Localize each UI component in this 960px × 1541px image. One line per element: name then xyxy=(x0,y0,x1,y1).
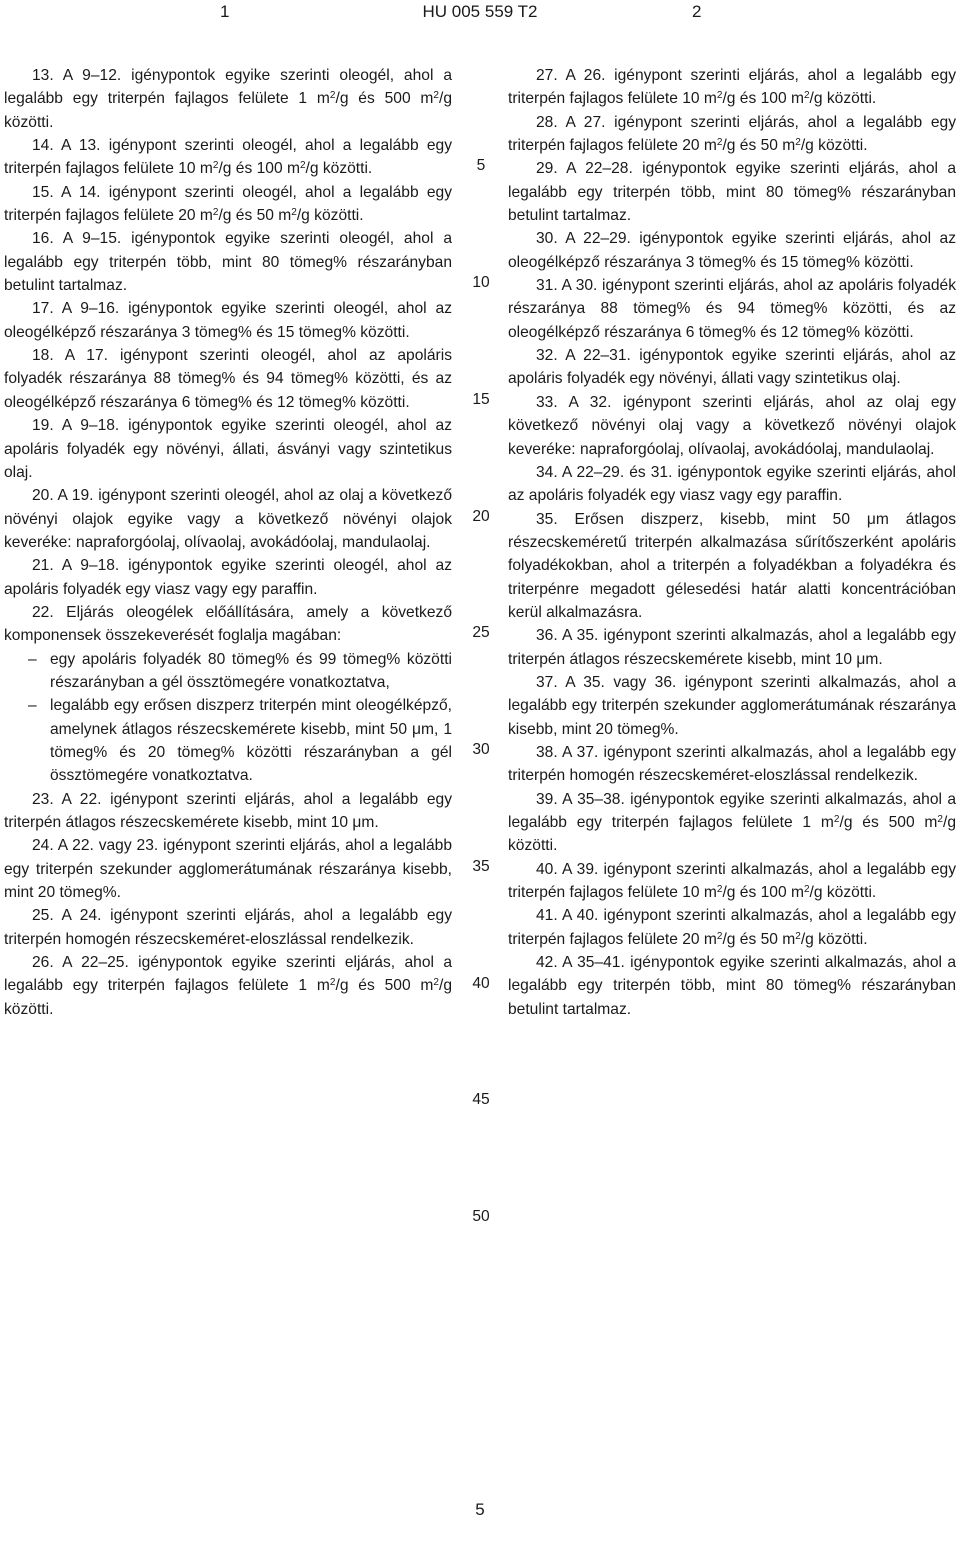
line-number: 20 xyxy=(472,507,490,525)
claim-text: 13. A 9–12. igénypontok egyike szerinti oleogél, ahol a legalább egy triterpén fajlagos felülete 1 m xyxy=(4,67,452,108)
claim-text: 35. Erősen diszperz, kisebb, mint 50 μm átlagos részecskeméretű triterpén alkalmazása sűrítőszerként apoláris folyadékokban, ahol a triterpén a folyadékban a folyadékra és triterpénre megadott gélesedési határ alatti koncentrációban kerül alkalmazásra. xyxy=(508,510,956,621)
claim-paragraph xyxy=(4,904,452,951)
claim-text: legalább egy erősen diszperz triterpén mint oleogélképző, amelynek átlagos részecskemérete kisebb, mint 50 μm, 1 tömeg% és 20 tömeg% közötti részarányban a gél össztömegére vonatkoztatva. xyxy=(50,697,452,785)
claim-paragraph xyxy=(508,788,956,858)
superscript: 2 xyxy=(212,160,219,172)
claim-text: /g közötti. xyxy=(4,977,452,1018)
claim-paragraph xyxy=(508,391,956,461)
claim-text: 25. A 24. igénypont szerinti eljárás, ahol a legalább egy triterpén homogén részecskeméret-eloszlással rendelkezik. xyxy=(4,907,452,948)
claim-text: /g és 500 m xyxy=(335,977,434,995)
claim-text: /g közötti. xyxy=(508,814,956,855)
claim-paragraph xyxy=(508,951,956,1021)
page-number: 5 xyxy=(475,1500,485,1519)
claim-text: /g és 100 m xyxy=(722,90,804,108)
claim-text: /g és 100 m xyxy=(218,160,300,178)
claim-text: 32. A 22–31. igénypontok egyike szerinti eljárás, ahol az apoláris folyadék egy növényi, állati vagy szintetikus olaj. xyxy=(508,347,956,388)
claim-paragraph xyxy=(4,181,452,228)
claim-text: /g és 100 m xyxy=(722,884,804,902)
claim-text: 22. Eljárás oleogélek előállítására, amely a következő komponensek összekeverését foglalja magában: xyxy=(4,603,452,645)
claim-text: 23. A 22. igénypont szerinti eljárás, ahol a legalább egy triterpén átlagos részecskemérete kisebb, mint 10 μm. xyxy=(4,790,452,831)
line-number: 25 xyxy=(472,624,490,642)
claim-text: /g és 50 m xyxy=(722,137,796,155)
claim-text: 37. A 35. vagy 36. igénypont szerinti alkalmazás, ahol a legalább egy triterpén szekunder agglomerátumának részaránya kisebb, mint 20 tömeg%. xyxy=(508,673,956,738)
claim-paragraph xyxy=(508,624,956,671)
claim-text: 27. A 26. igénypont szerinti eljárás, ahol a legalább egy triterpén fajlagos felülete 10 m xyxy=(508,67,956,108)
claim-text: /g és 50 m xyxy=(218,207,292,225)
left-column xyxy=(4,64,452,1021)
claim-list-item xyxy=(4,648,452,695)
superscript: 2 xyxy=(795,930,801,942)
claim-paragraph xyxy=(508,111,956,158)
superscript: 2 xyxy=(299,160,306,172)
claim-text: 40. A 39. igénypont szerinti alkalmazás, ahol a legalább egy triterpén fajlagos felülete 10 m xyxy=(508,860,956,902)
claim-paragraph xyxy=(4,297,452,344)
claim-text: 18. A 17. igénypont szerinti oleogél, ahol az apoláris folyadék részaránya 88 tömeg% és 94 tömeg% közötti, és az oleogélképző részaránya 6 tömeg% és 12 tömeg% közötti. xyxy=(4,347,452,411)
claim-paragraph xyxy=(508,461,956,508)
claim-text: 26. A 22–25. igénypontok egyike szerinti eljárás, ahol a legalább egy triterpén fajlagos felülete 1 m xyxy=(4,954,452,995)
line-number: 30 xyxy=(472,741,490,759)
claim-text: /g közötti. xyxy=(809,884,877,902)
claim-paragraph xyxy=(4,554,452,601)
claim-paragraph xyxy=(4,414,452,484)
claim-paragraph xyxy=(4,64,452,134)
claim-text: 19. A 9–18. igénypontok egyike szerinti oleogél, ahol az apoláris folyadék egy növényi, állati, ásványi vagy szintetikus olaj. xyxy=(4,417,452,481)
claim-text: 20. A 19. igénypont szerinti oleogél, ahol az olaj a következő növényi olajok egyike vagy a következő növényi olajok keveréke: napraforgóolaj, olívaolaj, avokádóolaj, mandulaolaj. xyxy=(4,487,452,551)
claim-text: 39. A 35–38. igénypontok egyike szerinti alkalmazás, ahol a legalább egy triterpén fajlagos felülete 1 m xyxy=(508,790,956,831)
claim-paragraph xyxy=(508,508,956,625)
claim-text: 14. A 13. igénypont szerinti oleogél, ahol a legalább egy triterpén fajlagos felülete 10 m xyxy=(4,137,452,178)
line-number: 10 xyxy=(472,274,490,292)
superscript: 2 xyxy=(716,90,723,102)
claim-text: /g és 500 m xyxy=(335,90,434,108)
claim-paragraph xyxy=(508,344,956,391)
left-page-number: 1 xyxy=(220,2,230,21)
claim-text: 29. A 22–28. igénypontok egyike szerinti eljárás, ahol a legalább egy triterpén több, mint 80 tömeg% részarányban betulint tartalmaz. xyxy=(508,160,956,225)
claim-text: /g közötti. xyxy=(305,160,373,178)
superscript: 2 xyxy=(937,814,943,825)
line-number: 5 xyxy=(476,157,486,175)
superscript: 2 xyxy=(716,137,723,149)
claim-text: 33. A 32. igénypont szerinti eljárás, ahol az olaj egy következő növényi olaj vagy a következő növényi olajok keveréke: napraforgóolaj, olívaolaj, avokádóolaj, mandulaolaj. xyxy=(508,393,956,458)
superscript: 2 xyxy=(833,814,840,825)
claim-paragraph xyxy=(4,134,452,181)
superscript: 2 xyxy=(803,884,810,896)
line-number: 40 xyxy=(472,974,490,992)
superscript: 2 xyxy=(716,930,723,942)
claim-text: 17. A 9–16. igénypontok egyike szerinti oleogél, ahol az oleogélképző részaránya 3 tömeg% és 15 tömeg% közötti. xyxy=(4,300,452,341)
document-id: HU 005 559 T2 xyxy=(422,2,538,21)
superscript: 2 xyxy=(433,90,439,102)
claim-paragraph xyxy=(508,227,956,274)
claim-paragraph xyxy=(4,834,452,904)
line-number: 50 xyxy=(472,1208,490,1226)
right-page-number: 2 xyxy=(692,2,702,21)
claim-paragraph xyxy=(508,671,956,741)
claim-text: 31. A 30. igénypont szerinti eljárás, ahol az apoláris folyadék részaránya 88 tömeg% és 94 tömeg% közötti, és az oleogélképző részaránya 6 tömeg% és 12 tömeg% közötti. xyxy=(508,277,956,341)
claim-text: egy apoláris folyadék 80 tömeg% és 99 tömeg% közötti részarányban a gél össztömegére vonatkoztatva, xyxy=(50,650,452,691)
claim-paragraph xyxy=(508,741,956,788)
line-number: 35 xyxy=(472,857,490,875)
line-number: 15 xyxy=(472,390,490,408)
claim-text: 42. A 35–41. igénypontok egyike szerinti alkalmazás, ahol a legalább egy triterpén több, mint 80 tömeg% részarányban betulint tartalmaz. xyxy=(508,954,956,1018)
claim-text: /g közötti. xyxy=(809,90,877,108)
claim-text: 24. A 22. vagy 23. igénypont szerinti eljárás, ahol a legalább egy triterpén szekunder agglomerátumának részaránya kisebb, mint 20 tömeg%. xyxy=(4,837,452,902)
claim-text: 38. A 37. igénypont szerinti alkalmazás, ahol a legalább egy triterpén homogén részecskeméret-eloszlással rendelkezik. xyxy=(508,743,956,785)
claim-paragraph xyxy=(508,64,956,111)
superscript: 2 xyxy=(433,977,439,989)
claim-text: 36. A 35. igénypont szerinti alkalmazás, ahol a legalább egy triterpén átlagos részecskemérete kisebb, mint 10 μm. xyxy=(508,627,956,668)
claim-text: 15. A 14. igénypont szerinti oleogél, ahol a legalább egy triterpén fajlagos felülete 20 m xyxy=(4,183,452,225)
claim-text: 28. A 27. igénypont szerinti eljárás, ahol a legalább egy triterpén fajlagos felülete 20 m xyxy=(508,113,956,155)
superscript: 2 xyxy=(803,90,810,102)
superscript: 2 xyxy=(212,207,219,219)
claim-paragraph xyxy=(508,157,956,227)
claim-text: 30. A 22–29. igénypontok egyike szerinti eljárás, ahol az oleogélképző részaránya 3 tömeg% és 15 tömeg% közötti. xyxy=(508,230,956,271)
superscript: 2 xyxy=(329,90,336,102)
claim-text: /g közötti. xyxy=(4,90,452,131)
claim-paragraph xyxy=(4,788,452,835)
superscript: 2 xyxy=(795,137,801,149)
claim-text: 41. A 40. igénypont szerinti alkalmazás, ahol a legalább egy triterpén fajlagos felülete 20 m xyxy=(508,907,956,948)
superscript: 2 xyxy=(291,207,297,219)
claim-text: /g közötti. xyxy=(800,137,868,155)
claim-paragraph xyxy=(4,951,452,1021)
line-number: 45 xyxy=(472,1091,490,1109)
claim-paragraph xyxy=(508,904,956,951)
claim-paragraph xyxy=(4,227,452,297)
superscript: 2 xyxy=(716,884,723,896)
claim-list-item xyxy=(4,694,452,787)
claim-text: 16. A 9–15. igénypontok egyike szerinti oleogél, ahol a legalább egy triterpén több, mint 80 tömeg% részarányban betulint tartalmaz. xyxy=(4,230,452,295)
superscript: 2 xyxy=(329,977,336,989)
claim-text: 34. A 22–29. és 31. igénypontok egyike szerinti eljárás, ahol az apoláris folyadék egy viasz vagy egy paraffin. xyxy=(508,463,956,505)
claim-text: /g és 50 m xyxy=(722,930,796,948)
claim-text: /g közötti. xyxy=(296,207,364,225)
claim-text: 21. A 9–18. igénypontok egyike szerinti oleogél, ahol az apoláris folyadék egy viasz vagy egy paraffin. xyxy=(4,557,452,598)
claim-paragraph xyxy=(4,344,452,414)
claim-text: /g közötti. xyxy=(800,930,868,948)
claim-paragraph xyxy=(508,274,956,344)
right-column xyxy=(508,64,956,1021)
claim-text: /g és 500 m xyxy=(839,814,938,831)
claim-paragraph xyxy=(4,601,452,648)
claim-paragraph xyxy=(508,858,956,905)
claim-paragraph xyxy=(4,484,452,554)
